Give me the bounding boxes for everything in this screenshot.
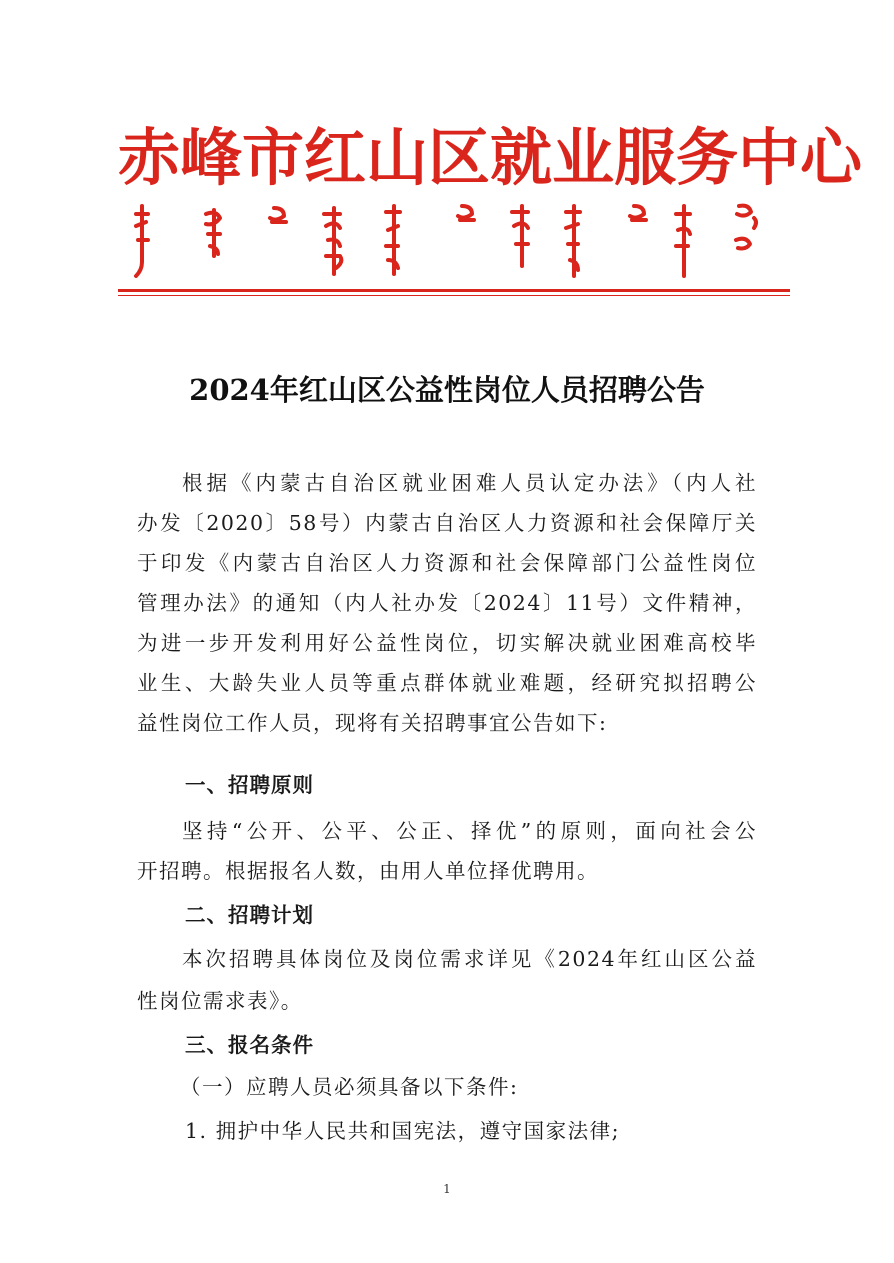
intro-line-5: 为进一步开发利用好公益性岗位，切实解决就业困难高校毕 — [137, 631, 757, 655]
intro-line-4: 管理办法》的通知（内人社办发〔2024〕11号）文件精神， — [137, 591, 757, 615]
section-3-item-1: 1. 拥护中华人民共和国宪法，遵守国家法律; — [185, 1119, 620, 1143]
page-number: 1 — [443, 1182, 451, 1196]
document-title: 2024年红山区公益性岗位人员招聘公告 — [189, 373, 705, 407]
intro-line-7: 益性岗位工作人员，现将有关招聘事宜公告如下: — [137, 711, 608, 735]
section-2-heading: 二、招聘计划 — [185, 903, 314, 927]
section-1-line-1: 坚持“公开、公平、公正、择优”的原则，面向社会公 — [182, 819, 757, 843]
section-2-line-2: 性岗位需求表》。 — [137, 989, 303, 1013]
section-1-heading: 一、招聘原则 — [185, 773, 314, 797]
intro-line-3: 于印发《内蒙古自治区人力资源和社会保障部门公益性岗位 — [137, 551, 757, 575]
intro-line-6: 业生、大龄失业人员等重点群体就业难题，经研究拟招聘公 — [137, 671, 757, 695]
letterhead-org-name: 赤峰市红山区就业服务中心 — [118, 121, 863, 194]
letterhead-divider-thick — [118, 289, 790, 292]
intro-line-1: 根据《内蒙古自治区就业困难人员认定办法》（内人社 — [182, 471, 757, 495]
intro-line-2: 办发〔2020〕58号）内蒙古自治区人力资源和社会保障厅关 — [137, 511, 757, 535]
section-3-heading: 三、报名条件 — [185, 1033, 314, 1057]
section-1-line-2: 开招聘。根据报名人数，由用人单位择优聘用。 — [137, 859, 599, 883]
section-2-line-1: 本次招聘具体岗位及岗位需求详见《2024年红山区公益 — [182, 947, 757, 971]
mongolian-script-logo — [124, 200, 774, 286]
section-3-subheading: （一）应聘人员必须具备以下条件: — [180, 1075, 519, 1099]
letterhead-divider-thin — [118, 295, 790, 296]
